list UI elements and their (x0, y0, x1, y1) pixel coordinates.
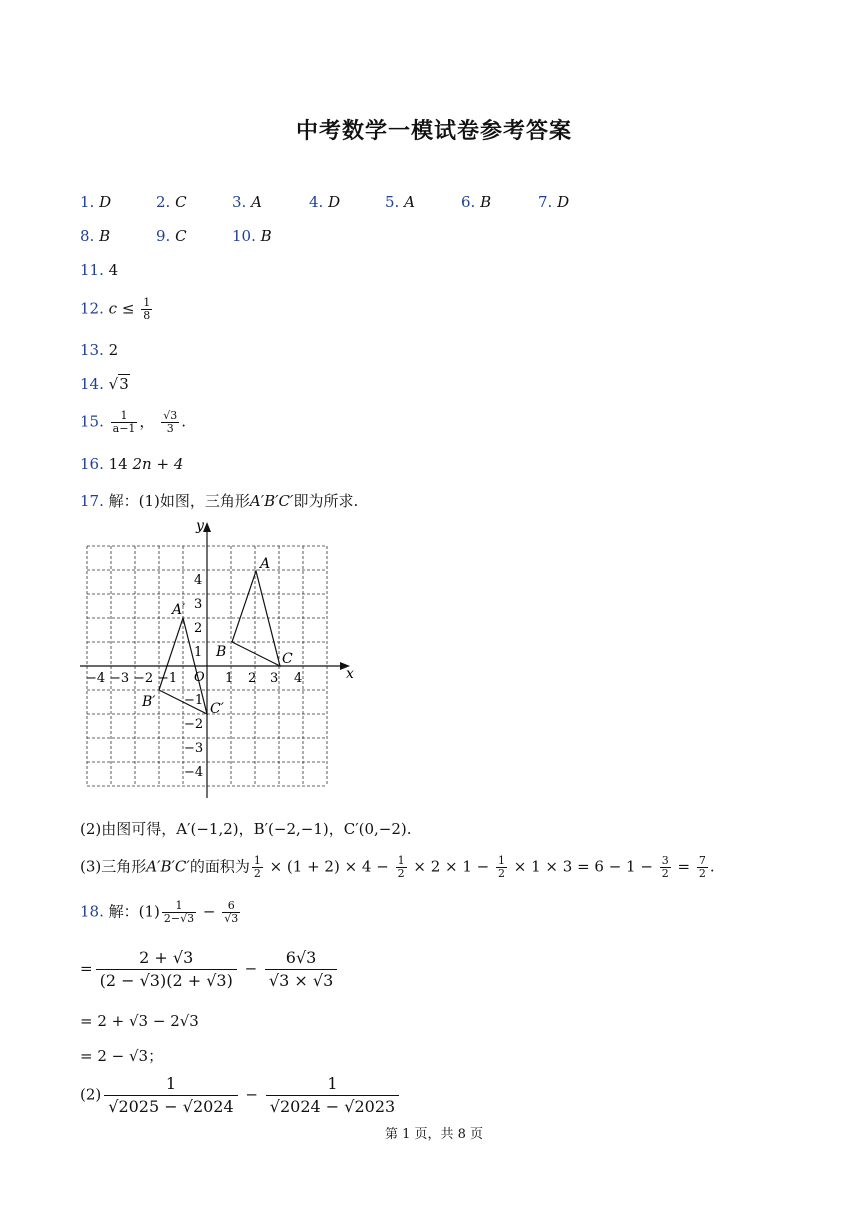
answer-8: 8. B (80, 227, 111, 245)
answer-6: 6. B (461, 193, 492, 211)
answer-5: 5. A (385, 193, 415, 211)
triangle-abc (232, 571, 280, 666)
fraction: $\frac{6√3}{√3 \times √3}$ (265, 947, 337, 992)
answer-17-part1: 17. 解：(1)如图，三角形A′B′C′即为所求. (80, 492, 359, 510)
x-axis-label: x (346, 666, 354, 682)
answer-17-part2: (2)由图可得，A′(−1,2)，B′(−2,−1)，C′(0,−2). (80, 820, 412, 838)
answer-1: 1. D (80, 193, 112, 211)
answer-7: 7. D (538, 193, 570, 211)
answer-4: 4. D (309, 193, 341, 211)
y-tick-label: 4 (194, 573, 203, 588)
answer-2: 2. C (156, 193, 187, 211)
answer-10: 10. B (232, 227, 272, 245)
y-tick-label: −3 (184, 741, 204, 756)
fraction: $\frac{7}{2}$ (698, 854, 706, 880)
coordinate-graph (76, 516, 358, 801)
answer-3: 3. A (232, 193, 262, 211)
page-title: 中考数学一模试卷参考答案 (295, 118, 572, 144)
point-label-a: A (260, 556, 271, 572)
fraction: $\frac{2 + √3}{(2 - √3)(2 + √3)}$ (96, 947, 237, 992)
answer-11: 11. 4 (80, 261, 119, 279)
fraction: $\frac{1}{2}$ (498, 854, 505, 880)
answer-18-part2: (2) $\frac{1}{√2025 - √2024}$ − $\frac{1}{√2024 - √2023}$ (80, 1073, 402, 1118)
answer-12: 12. c ≤ $\frac{1}{8}$ (80, 296, 151, 322)
fraction: $\frac{1}{2}$ (397, 854, 405, 880)
answer-18-step1: = $\frac{2 + √3}{(2 - √3)(2 + √3)}$ − $\frac{6√3}{√3 \times √3}$ (80, 947, 340, 992)
fraction: $\frac{6}{√3}$ (224, 899, 239, 925)
answer-13: 13. 2 (80, 341, 119, 359)
fraction: $\frac{√3}{3}$ (163, 409, 178, 435)
x-tick-label: 1 (225, 671, 234, 686)
fraction: $\frac{1}{2-√3}$ (163, 899, 195, 925)
fraction: $\frac{3}{2}$ (661, 854, 669, 880)
y-tick-label: −2 (184, 717, 204, 732)
answer-18-step3: = 2 − √3； (80, 1047, 164, 1065)
y-tick-label: 3 (194, 597, 203, 612)
x-tick-label: −3 (110, 671, 130, 686)
answer-17-part3: (3)三角形A′B′C′的面积为 $\frac{1}{2}$ × (1 + 2) × 4 − $\frac{1}{2}$ × 2 × 1 − $\frac{1}{2}$ × 1 × 3 = 6 − 1 − $\frac{3}{2}$ = $\frac{7}{2}$ . (80, 854, 715, 880)
fraction: $\frac{1}{2}$ (253, 854, 261, 880)
page-footer: 第 1 页，共 8 页 (384, 1127, 484, 1142)
answer-16: 16. 14 2n + 4 (80, 455, 184, 473)
x-tick-label: −4 (86, 671, 106, 686)
x-tick-label: 3 (270, 671, 279, 686)
point-label-b-prime: B′ (142, 694, 156, 710)
fraction: $\frac{1}{√2024 - √2023}$ (266, 1073, 399, 1118)
answer-9: 9. C (156, 227, 187, 245)
x-axis (80, 662, 350, 670)
x-tick-label: 4 (294, 671, 303, 686)
y-tick-label: 2 (194, 621, 203, 636)
answer-15: 15. $\frac{1}{a-1}$ ， $\frac{√3}{3}$ . (80, 409, 187, 435)
fraction: $\frac{1}{8}$ (143, 296, 151, 322)
y-tick-label: −4 (184, 765, 204, 780)
x-tick-label: −1 (158, 671, 178, 686)
y-axis (203, 522, 211, 798)
y-tick-label: 1 (194, 645, 203, 660)
y-tick-label: −1 (184, 693, 204, 708)
answer-18-step2: = 2 + √3 − 2√3 (80, 1012, 199, 1030)
answer-14: 14. √3 (80, 375, 129, 393)
point-label-c-prime: C′ (210, 701, 224, 717)
fraction: $\frac{1}{√2025 - √2024}$ (104, 1073, 237, 1118)
x-tick-label: −2 (134, 671, 154, 686)
x-tick-label: 2 (248, 671, 257, 686)
origin-label: O (194, 670, 205, 685)
point-label-b: B (216, 644, 227, 660)
point-label-a-prime: A′ (172, 602, 186, 618)
y-axis-label: y (196, 518, 204, 534)
fraction: $\frac{1}{a-1}$ (112, 409, 136, 435)
answer-18-part1: 18. 解：(1) $\frac{1}{2-√3}$ − $\frac{6}{√3}$ (80, 899, 239, 925)
point-label-c: C (282, 651, 293, 667)
